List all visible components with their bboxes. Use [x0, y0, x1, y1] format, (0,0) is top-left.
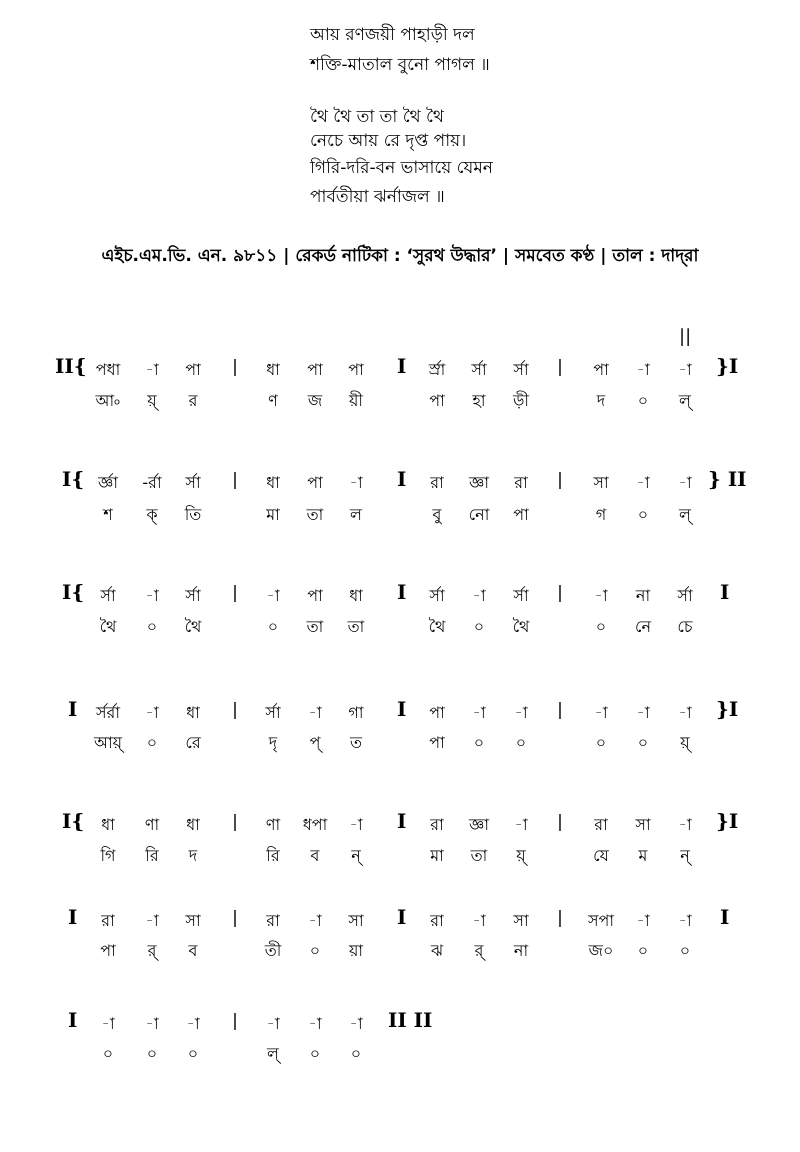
beat-separator: | — [232, 470, 238, 490]
beat-separator: | — [232, 908, 238, 928]
row-end-mark: }I — [716, 697, 739, 721]
lyric-cell: রে — [185, 733, 201, 752]
note-cell: -া — [266, 1014, 280, 1033]
note-cell: র্সা — [513, 586, 529, 605]
lyric-cell: র — [188, 391, 198, 410]
lyric-line: নেচে আয় রে দৃপ্ত পায়। — [310, 131, 467, 151]
mid-bar-mark: I — [397, 905, 407, 929]
note-cell: ধপা — [302, 815, 328, 834]
note-cell: রা — [514, 473, 528, 492]
note-cell: জ্ঞা — [469, 473, 489, 492]
note-cell: -া — [636, 911, 650, 930]
note-cell: পা — [307, 586, 323, 605]
lyric-cell: য়্ — [516, 846, 526, 865]
note-cell: সপা — [587, 911, 615, 930]
lyric-cell: মা — [266, 505, 280, 524]
note-cell: রা — [594, 815, 608, 834]
lyric-cell: ০ — [473, 733, 485, 752]
lyric-cell: চে — [677, 617, 693, 636]
note-cell: র্সা — [185, 473, 201, 492]
lyric-line: পার্বতীয়া ঝর্নাজল ॥ — [310, 187, 445, 207]
lyric-cell: আয়্ — [93, 733, 123, 752]
note-cell: র্জ্ঞা — [98, 473, 118, 492]
note-cell: -া — [472, 703, 486, 722]
note-cell: সা — [513, 911, 529, 930]
lyric-cell: তী — [264, 941, 282, 960]
note-cell: -া — [145, 911, 159, 930]
lyric-cell: মা — [430, 846, 444, 865]
note-cell: -া — [186, 1014, 200, 1033]
lyric-cell: ০ — [309, 941, 321, 960]
row-end-mark: }I — [716, 354, 739, 378]
lyric-cell: য়্ — [147, 391, 157, 410]
lyric-cell: ০ — [102, 1044, 114, 1063]
lyric-line: আয় রণজয়ী পাহাড়ী দল — [310, 25, 475, 45]
lyric-cell: পা — [429, 733, 445, 752]
note-cell: -া — [678, 815, 692, 834]
lyric-cell: য়্ — [680, 733, 690, 752]
lyric-cell: দ — [596, 391, 606, 410]
note-cell: -া — [636, 360, 650, 379]
lyric-cell: ব — [310, 846, 320, 865]
lyric-cell: র্ — [474, 941, 484, 960]
lyric-cell: থৈ — [512, 617, 530, 636]
lyric-cell: ব — [188, 941, 198, 960]
lyric-cell: তি — [184, 505, 202, 524]
lyric-cell: পা — [513, 505, 529, 524]
beat-separator: | — [232, 1011, 238, 1031]
lyric-cell: ০ — [637, 391, 649, 410]
lyric-cell: ল্ — [679, 391, 691, 410]
lyric-cell: ০ — [515, 733, 527, 752]
note-cell: পা — [307, 360, 323, 379]
note-cell: ধা — [349, 586, 363, 605]
lyric-cell: দৃ — [268, 733, 278, 752]
note-cell: র্সা — [513, 360, 529, 379]
note-cell: -া — [472, 911, 486, 930]
lyric-cell: থৈ — [99, 617, 117, 636]
lyric-cell: ০ — [146, 1044, 158, 1063]
note-cell: -া — [514, 815, 528, 834]
lyric-cell: ০ — [637, 733, 649, 752]
lyric-cell: ম — [638, 846, 648, 865]
lyric-cell: তা — [347, 617, 365, 636]
note-cell: পা — [348, 360, 364, 379]
row-start-mark: I{ — [62, 467, 85, 491]
lyric-cell: ০ — [679, 941, 691, 960]
note-cell: -া — [514, 703, 528, 722]
beat-separator: | — [232, 583, 238, 603]
row-end-mark: }I — [716, 809, 739, 833]
row-start-mark: II{ — [55, 354, 87, 378]
lyric-cell: আ৹ — [95, 391, 121, 410]
note-cell: -া — [145, 586, 159, 605]
note-cell: ধা — [266, 360, 280, 379]
note-cell: -া — [145, 1014, 159, 1033]
note-cell: পধা — [95, 360, 121, 379]
note-cell: -া — [349, 473, 363, 492]
lyric-cell: তা — [306, 505, 324, 524]
note-cell: র্সা — [265, 703, 281, 722]
lyric-cell: থৈ — [428, 617, 446, 636]
note-cell: -া — [678, 911, 692, 930]
note-cell: রা — [430, 911, 444, 930]
lyric-cell: ০ — [595, 617, 607, 636]
note-cell: -া — [594, 703, 608, 722]
note-cell: না — [635, 586, 651, 605]
note-cell: -া — [678, 703, 692, 722]
row-end-mark: I — [720, 580, 730, 604]
note-cell: ণা — [144, 815, 160, 834]
note-cell: সা — [185, 911, 201, 930]
note-cell: ধা — [186, 815, 200, 834]
row-start-mark: I — [68, 1008, 78, 1032]
note-cell: জ্ঞা — [469, 815, 489, 834]
lyric-cell: ল্ — [267, 1044, 279, 1063]
lyric-line: শক্তি-মাতাল বুনো পাগল ॥ — [310, 55, 490, 75]
beat-separator: | — [557, 357, 563, 377]
note-cell: -া — [145, 360, 159, 379]
note-cell: -া — [308, 1014, 322, 1033]
note-cell: -া — [145, 703, 159, 722]
double-bar-mark: || — [679, 326, 692, 347]
lyric-cell: ক্ — [146, 505, 158, 524]
note-cell: সা — [593, 473, 609, 492]
note-cell: রা — [101, 911, 115, 930]
final-double-bar-mark: II II — [388, 1008, 433, 1032]
note-cell: -া — [472, 586, 486, 605]
lyric-cell: থৈ — [184, 617, 202, 636]
note-cell: -া — [349, 1014, 363, 1033]
lyric-cell: ০ — [350, 1044, 362, 1063]
lyric-cell: হা — [472, 391, 486, 410]
note-cell: -া — [636, 473, 650, 492]
lyric-cell: তা — [470, 846, 488, 865]
row-end-mark: I — [720, 905, 730, 929]
mid-bar-mark: I — [397, 354, 407, 378]
note-cell: পা — [185, 360, 201, 379]
lyric-cell: নো — [468, 505, 490, 524]
beat-separator: | — [557, 470, 563, 490]
lyric-cell: জ — [307, 391, 323, 410]
lyric-cell: ০ — [473, 617, 485, 636]
lyric-cell: ত — [349, 733, 363, 752]
row-start-mark: I{ — [62, 809, 85, 833]
lyric-cell: ল্ — [679, 505, 691, 524]
lyric-line: গিরি-দরি-বন ভাসায়ে যেমন — [310, 158, 493, 178]
note-cell: র্সা — [429, 586, 445, 605]
beat-separator: | — [232, 812, 238, 832]
note-cell: পা — [429, 703, 445, 722]
lyric-cell: দ — [188, 846, 198, 865]
mid-bar-mark: I — [397, 467, 407, 491]
note-cell: র্সা — [677, 586, 693, 605]
lyric-cell: রি — [266, 846, 280, 865]
note-cell: ধা — [101, 815, 115, 834]
note-cell: -া — [266, 586, 280, 605]
mid-bar-mark: I — [397, 580, 407, 604]
lyric-cell: জ০ — [588, 941, 614, 960]
beat-separator: | — [557, 908, 563, 928]
lyric-cell: ০ — [187, 1044, 199, 1063]
note-cell: ণা — [265, 815, 281, 834]
lyric-cell: ০ — [637, 505, 649, 524]
note-cell: সা — [348, 911, 364, 930]
lyric-cell: র্ — [147, 941, 157, 960]
lyric-cell: য়ী — [348, 391, 364, 410]
note-cell: রা — [266, 911, 280, 930]
lyric-cell: রি — [145, 846, 159, 865]
lyric-cell: ন্ — [680, 846, 690, 865]
note-cell: ধা — [266, 473, 280, 492]
lyric-cell: ঝ — [430, 941, 444, 960]
row-start-mark: I — [68, 697, 78, 721]
lyric-cell: পা — [429, 391, 445, 410]
note-cell: -া — [678, 360, 692, 379]
note-cell: -া — [594, 586, 608, 605]
note-cell: র্সা — [185, 586, 201, 605]
lyric-cell: ল — [350, 505, 362, 524]
note-cell: -া — [349, 815, 363, 834]
beat-separator: | — [557, 583, 563, 603]
lyric-cell: প্ — [309, 733, 321, 752]
lyric-cell: ০ — [637, 941, 649, 960]
lyric-cell: ০ — [309, 1044, 321, 1063]
note-cell: গা — [348, 703, 364, 722]
lyric-cell: ড়ী — [512, 391, 530, 410]
lyric-line: থৈ থৈ তা তা থৈ থৈ — [310, 107, 444, 127]
note-cell: রা — [430, 473, 444, 492]
note-cell: র্স্রা — [428, 360, 446, 379]
note-cell: -া — [678, 473, 692, 492]
lyric-cell: ন্ — [351, 846, 361, 865]
note-cell: পা — [593, 360, 609, 379]
note-cell: পা — [307, 473, 323, 492]
note-cell: রা — [430, 815, 444, 834]
beat-separator: | — [232, 700, 238, 720]
note-cell: -া — [101, 1014, 115, 1033]
note-cell: সা — [635, 815, 651, 834]
lyric-cell: যে — [593, 846, 609, 865]
lyric-cell: ০ — [595, 733, 607, 752]
lyric-cell: তা — [306, 617, 324, 636]
beat-separator: | — [557, 812, 563, 832]
beat-separator: | — [232, 357, 238, 377]
lyric-cell: ০ — [146, 617, 158, 636]
lyric-cell: না — [513, 941, 529, 960]
note-cell: -া — [308, 703, 322, 722]
mid-bar-mark: I — [397, 697, 407, 721]
lyric-cell: শ — [103, 505, 113, 524]
lyric-cell: য়া — [348, 941, 364, 960]
beat-separator: | — [557, 700, 563, 720]
note-cell: র্সা — [100, 586, 116, 605]
lyric-cell: গ — [595, 505, 607, 524]
note-cell: র্সর্রা — [95, 703, 121, 722]
mid-bar-mark: I — [397, 809, 407, 833]
record-info-header: এইচ.এম.ভি. এন. ৯৮১১ | রেকর্ড নাটিকা : ‘সুরথ উদ্ধার’ | সমবেত কণ্ঠ | তাল : দাদ্‌রা — [101, 246, 699, 266]
row-start-mark: I — [68, 905, 78, 929]
lyric-cell: পা — [100, 941, 116, 960]
note-cell: ধা — [186, 703, 200, 722]
lyric-cell: নে — [634, 617, 652, 636]
lyric-cell: ০ — [267, 617, 279, 636]
row-start-mark: I{ — [62, 580, 85, 604]
note-cell: -র্রা — [142, 473, 162, 492]
note-cell: -া — [308, 911, 322, 930]
lyric-cell: ণ — [268, 391, 278, 410]
row-end-mark: } II — [708, 467, 747, 491]
note-cell: -া — [636, 703, 650, 722]
note-cell: র্সা — [471, 360, 487, 379]
lyric-cell: ০ — [146, 733, 158, 752]
lyric-cell: গি — [100, 846, 116, 865]
lyric-cell: বু — [432, 505, 442, 524]
